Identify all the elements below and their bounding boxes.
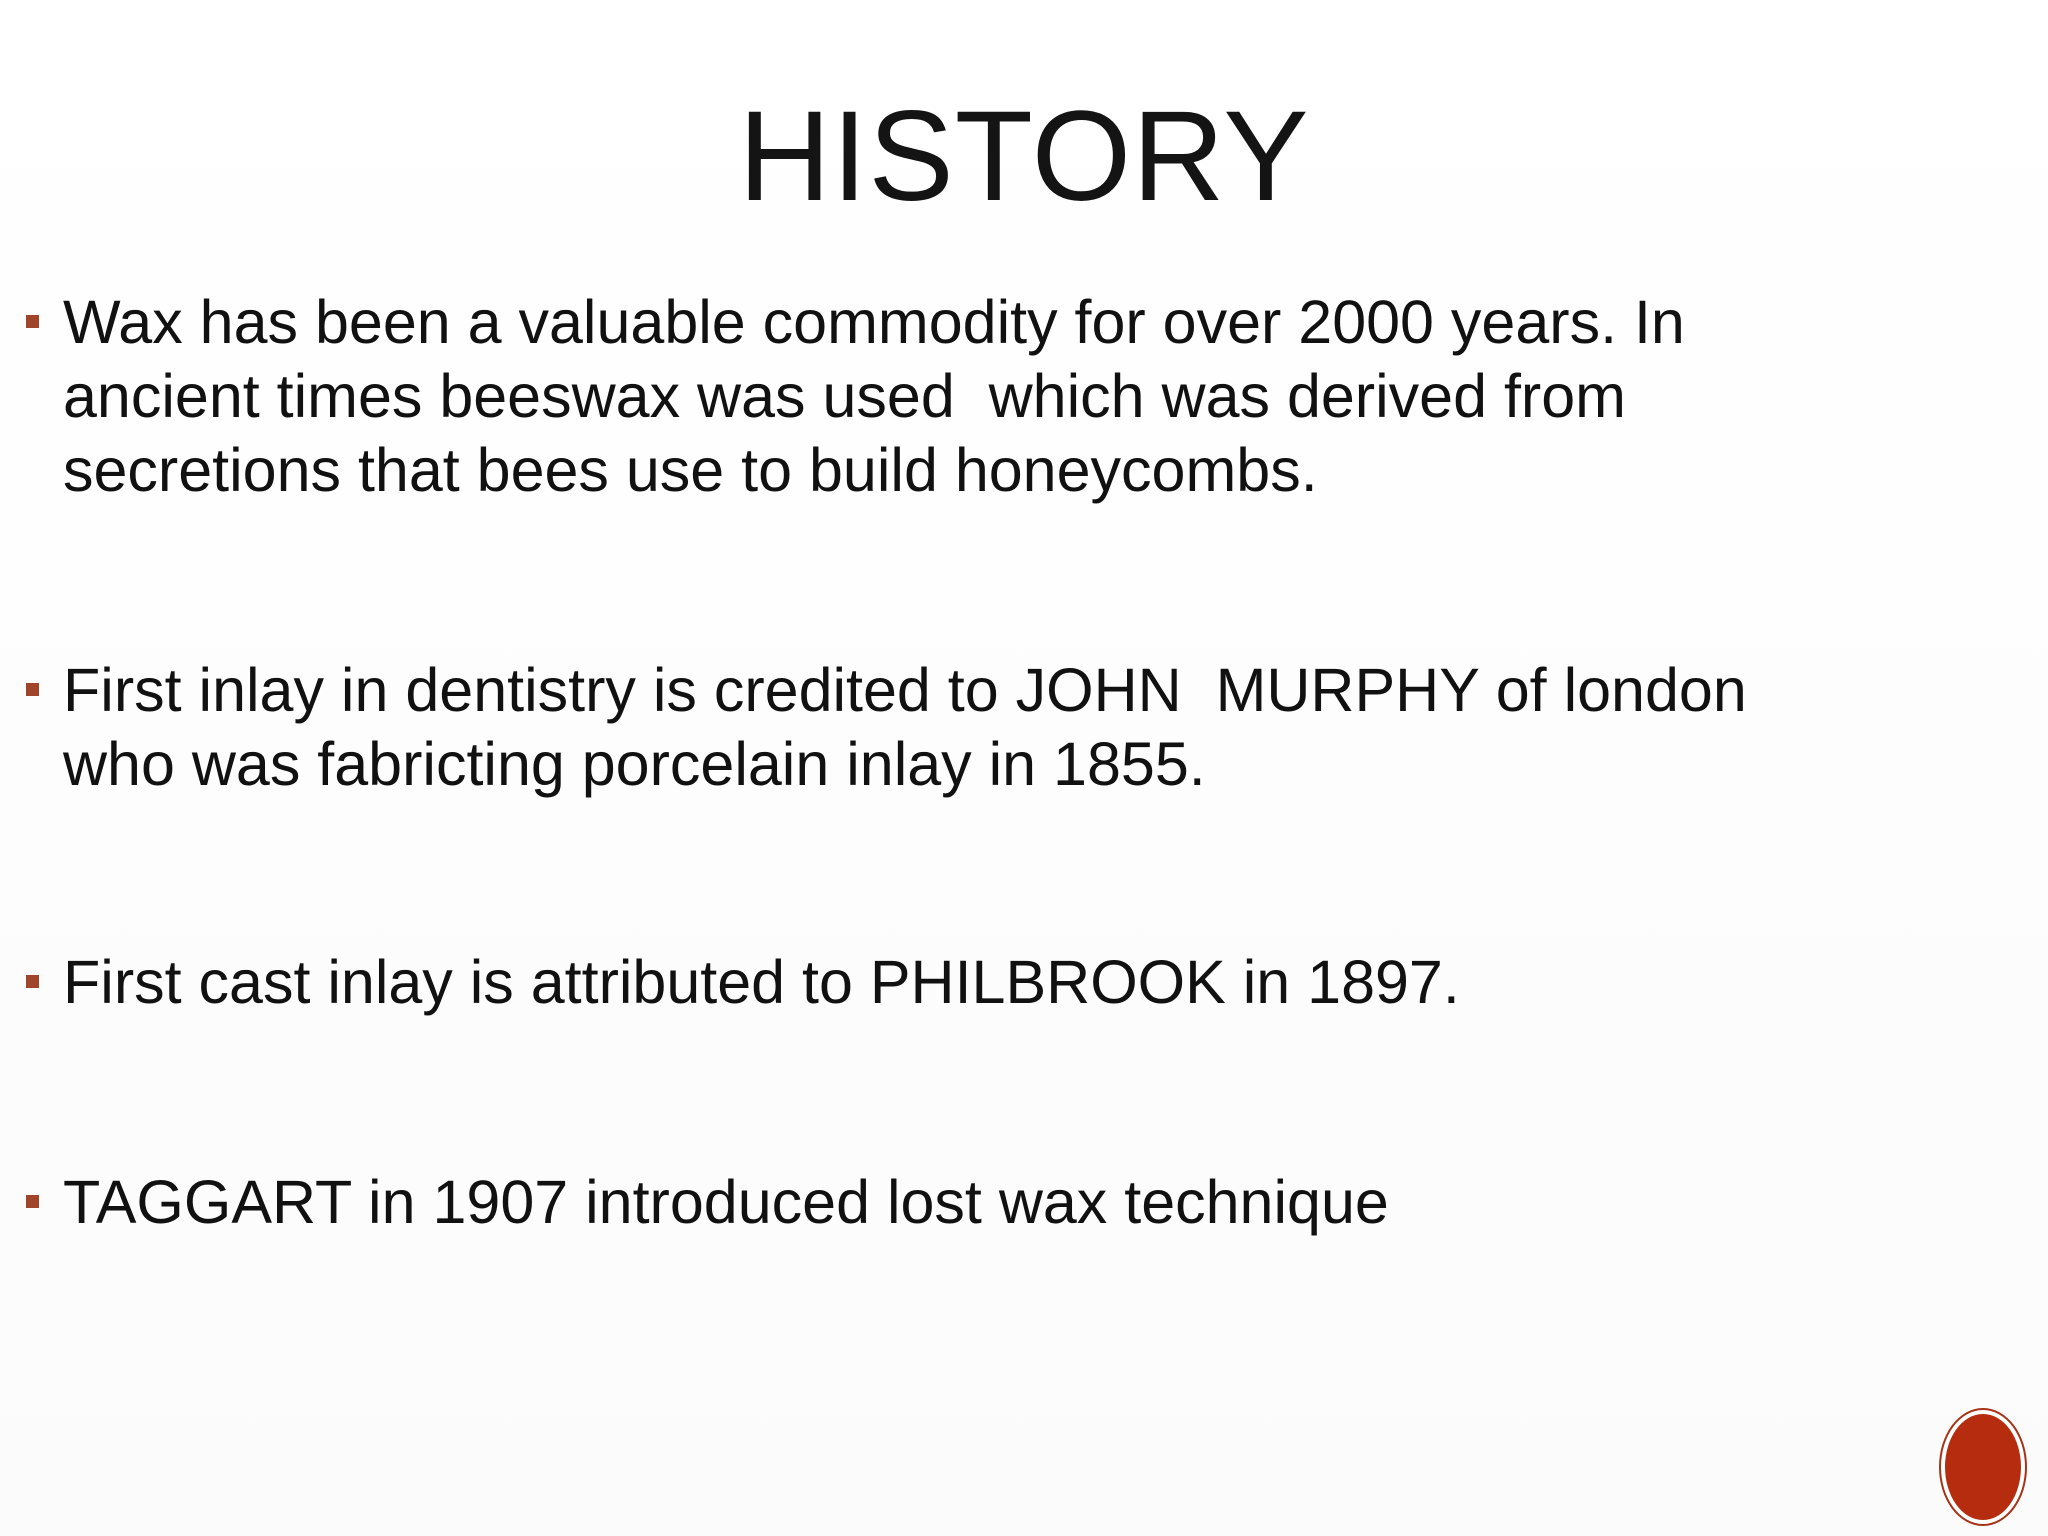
slide-title: HISTORY	[738, 85, 1310, 228]
bullet-item	[26, 285, 2006, 507]
bullet-text: First inlay in dentistry is credited to JOHN MURPHY of london who was fabricting porcelain inlay in 1855.	[63, 656, 1747, 798]
bullet-item	[26, 653, 2006, 801]
bullet-text: Wax has been a valuable commodity for over 2000 years. In ancient times beeswax was used which was derived from secretions that bees use to build honeycombs.	[63, 288, 1685, 504]
square-bullet-icon	[26, 1195, 39, 1208]
square-bullet-icon	[26, 975, 39, 988]
bullet-item	[26, 945, 2006, 1019]
oval-badge-icon	[1945, 1414, 2021, 1520]
bullet-text: First cast inlay is attributed to PHILBROOK in 1897.	[63, 948, 1460, 1016]
square-bullet-icon	[26, 315, 39, 328]
square-bullet-icon	[26, 683, 39, 696]
bullet-text: TAGGART in 1907 introduced lost wax technique	[63, 1168, 1389, 1236]
bullet-item	[26, 1165, 2006, 1239]
